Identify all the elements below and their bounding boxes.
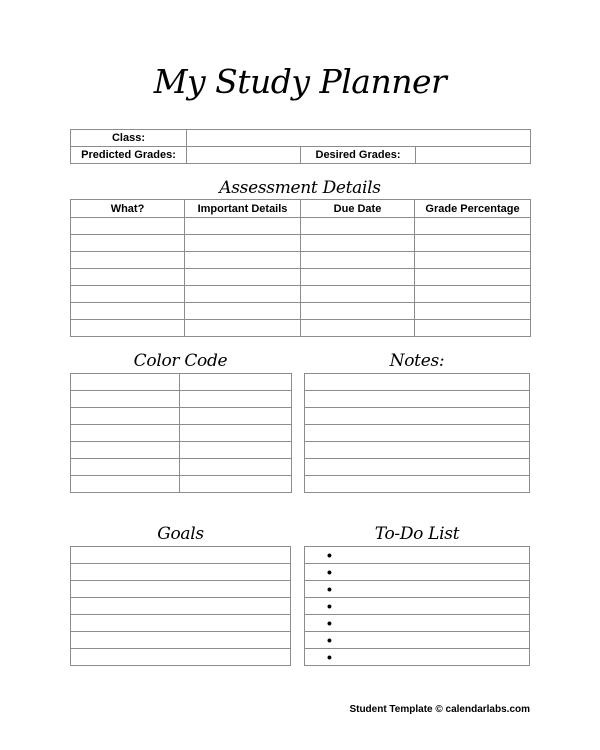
assessment-cell[interactable] bbox=[71, 218, 185, 235]
assessment-cell[interactable] bbox=[185, 303, 301, 320]
goals-row bbox=[71, 615, 291, 632]
todo-line[interactable] bbox=[305, 649, 530, 666]
goals-row bbox=[71, 547, 291, 564]
column-header: Important Details bbox=[185, 200, 301, 218]
notes-row bbox=[305, 459, 530, 476]
notes-line[interactable] bbox=[305, 476, 530, 493]
color-code-table bbox=[70, 373, 292, 493]
todo-item bbox=[305, 581, 530, 598]
todo-item bbox=[305, 564, 530, 581]
assessment-row bbox=[71, 235, 531, 252]
color-code-cell[interactable] bbox=[180, 391, 292, 408]
notes-row bbox=[305, 408, 530, 425]
todo-line[interactable] bbox=[305, 598, 530, 615]
todo-table bbox=[304, 546, 530, 666]
assessment-cell[interactable] bbox=[415, 218, 531, 235]
color-code-heading: Color Code bbox=[133, 351, 228, 371]
goals-line[interactable] bbox=[71, 581, 291, 598]
notes-row bbox=[305, 425, 530, 442]
assessment-row bbox=[71, 286, 531, 303]
bullet-icon: • bbox=[327, 632, 332, 648]
class-label: Class: bbox=[71, 130, 187, 147]
assessment-cell[interactable] bbox=[71, 286, 185, 303]
column-header: What? bbox=[71, 200, 185, 218]
assessment-cell[interactable] bbox=[301, 235, 415, 252]
goals-heading: Goals bbox=[157, 524, 204, 544]
assessment-cell[interactable] bbox=[415, 235, 531, 252]
color-code-row bbox=[71, 459, 292, 476]
desired-grades-field[interactable] bbox=[416, 147, 531, 164]
bullet-icon: • bbox=[327, 598, 332, 614]
color-code-row bbox=[71, 374, 292, 391]
todo-item bbox=[305, 598, 530, 615]
goals-line[interactable] bbox=[71, 615, 291, 632]
assessment-cell[interactable] bbox=[71, 235, 185, 252]
color-code-cell[interactable] bbox=[180, 374, 292, 391]
notes-table bbox=[304, 373, 530, 493]
goals-row bbox=[71, 564, 291, 581]
notes-line[interactable] bbox=[305, 459, 530, 476]
todo-line[interactable] bbox=[305, 547, 530, 564]
assessment-cell[interactable] bbox=[301, 218, 415, 235]
notes-row bbox=[305, 374, 530, 391]
goals-row bbox=[71, 581, 291, 598]
assessment-cell[interactable] bbox=[301, 303, 415, 320]
color-code-cell[interactable] bbox=[180, 442, 292, 459]
goals-line[interactable] bbox=[71, 632, 291, 649]
assessment-table bbox=[70, 199, 531, 337]
assessment-cell[interactable] bbox=[71, 320, 185, 337]
color-code-cell[interactable] bbox=[71, 476, 180, 493]
desired-grades-label: Desired Grades: bbox=[301, 147, 416, 164]
color-code-cell[interactable] bbox=[180, 476, 292, 493]
color-code-cell[interactable] bbox=[180, 408, 292, 425]
todo-heading: To-Do List bbox=[374, 524, 460, 544]
todo-item bbox=[305, 615, 530, 632]
footer-credit: Student Template © calendarlabs.com bbox=[349, 704, 530, 715]
assessment-cell[interactable] bbox=[185, 235, 301, 252]
todo-item bbox=[305, 632, 530, 649]
color-code-cell[interactable] bbox=[71, 459, 180, 476]
assessment-cell[interactable] bbox=[415, 252, 531, 269]
assessment-row bbox=[71, 252, 531, 269]
color-code-cell[interactable] bbox=[71, 391, 180, 408]
assessment-cell[interactable] bbox=[415, 303, 531, 320]
assessment-heading: Assessment Details bbox=[219, 178, 381, 198]
goals-line[interactable] bbox=[71, 564, 291, 581]
assessment-cell[interactable] bbox=[301, 320, 415, 337]
predicted-grades-field[interactable] bbox=[187, 147, 301, 164]
color-code-row bbox=[71, 391, 292, 408]
class-field[interactable] bbox=[187, 130, 531, 147]
goals-line[interactable] bbox=[71, 598, 291, 615]
column-header: Grade Percentage bbox=[415, 200, 531, 218]
assessment-cell[interactable] bbox=[185, 252, 301, 269]
assessment-cell[interactable] bbox=[71, 303, 185, 320]
grades-row bbox=[71, 147, 531, 164]
assessment-row bbox=[71, 269, 531, 286]
bullet-icon: • bbox=[327, 547, 332, 563]
color-code-cell[interactable] bbox=[71, 425, 180, 442]
color-code-row bbox=[71, 476, 292, 493]
todo-line[interactable] bbox=[305, 581, 530, 598]
color-code-cell[interactable] bbox=[71, 442, 180, 459]
assessment-cell[interactable] bbox=[185, 218, 301, 235]
bullet-icon: • bbox=[327, 581, 332, 597]
todo-item bbox=[305, 649, 530, 666]
info-table bbox=[70, 129, 531, 164]
color-code-row bbox=[71, 425, 292, 442]
todo-item bbox=[305, 547, 530, 564]
bullet-icon: • bbox=[327, 564, 332, 580]
page-title: My Study Planner bbox=[153, 62, 447, 101]
goals-row bbox=[71, 632, 291, 649]
column-header: Due Date bbox=[301, 200, 415, 218]
goals-line[interactable] bbox=[71, 547, 291, 564]
assessment-row bbox=[71, 320, 531, 337]
assessment-cell[interactable] bbox=[415, 286, 531, 303]
assessment-cell[interactable] bbox=[71, 269, 185, 286]
assessment-cell[interactable] bbox=[415, 320, 531, 337]
goals-row bbox=[71, 598, 291, 615]
assessment-row bbox=[71, 218, 531, 235]
assessment-cell[interactable] bbox=[301, 269, 415, 286]
goals-line[interactable] bbox=[71, 649, 291, 666]
notes-heading: Notes: bbox=[389, 351, 445, 371]
assessment-cell[interactable] bbox=[185, 286, 301, 303]
notes-line[interactable] bbox=[305, 442, 530, 459]
color-code-cell[interactable] bbox=[71, 374, 180, 391]
goals-row bbox=[71, 649, 291, 666]
assessment-cell[interactable] bbox=[301, 252, 415, 269]
assessment-cell[interactable] bbox=[415, 269, 531, 286]
assessment-cell[interactable] bbox=[301, 286, 415, 303]
color-code-cell[interactable] bbox=[180, 425, 292, 442]
todo-line[interactable] bbox=[305, 615, 530, 632]
color-code-cell[interactable] bbox=[180, 459, 292, 476]
notes-line[interactable] bbox=[305, 408, 530, 425]
assessment-cell[interactable] bbox=[71, 252, 185, 269]
notes-line[interactable] bbox=[305, 391, 530, 408]
notes-row bbox=[305, 476, 530, 493]
bullet-icon: • bbox=[327, 615, 332, 631]
todo-line[interactable] bbox=[305, 564, 530, 581]
class-row bbox=[71, 130, 531, 147]
color-code-cell[interactable] bbox=[71, 408, 180, 425]
notes-row bbox=[305, 442, 530, 459]
assessment-header-row bbox=[71, 200, 531, 218]
notes-row bbox=[305, 391, 530, 408]
notes-line[interactable] bbox=[305, 374, 530, 391]
assessment-cell[interactable] bbox=[185, 320, 301, 337]
color-code-row bbox=[71, 408, 292, 425]
assessment-row bbox=[71, 303, 531, 320]
bullet-icon: • bbox=[327, 649, 332, 665]
predicted-grades-label: Predicted Grades: bbox=[71, 147, 187, 164]
assessment-cell[interactable] bbox=[185, 269, 301, 286]
notes-line[interactable] bbox=[305, 425, 530, 442]
goals-table bbox=[70, 546, 291, 666]
color-code-row bbox=[71, 442, 292, 459]
todo-line[interactable] bbox=[305, 632, 530, 649]
